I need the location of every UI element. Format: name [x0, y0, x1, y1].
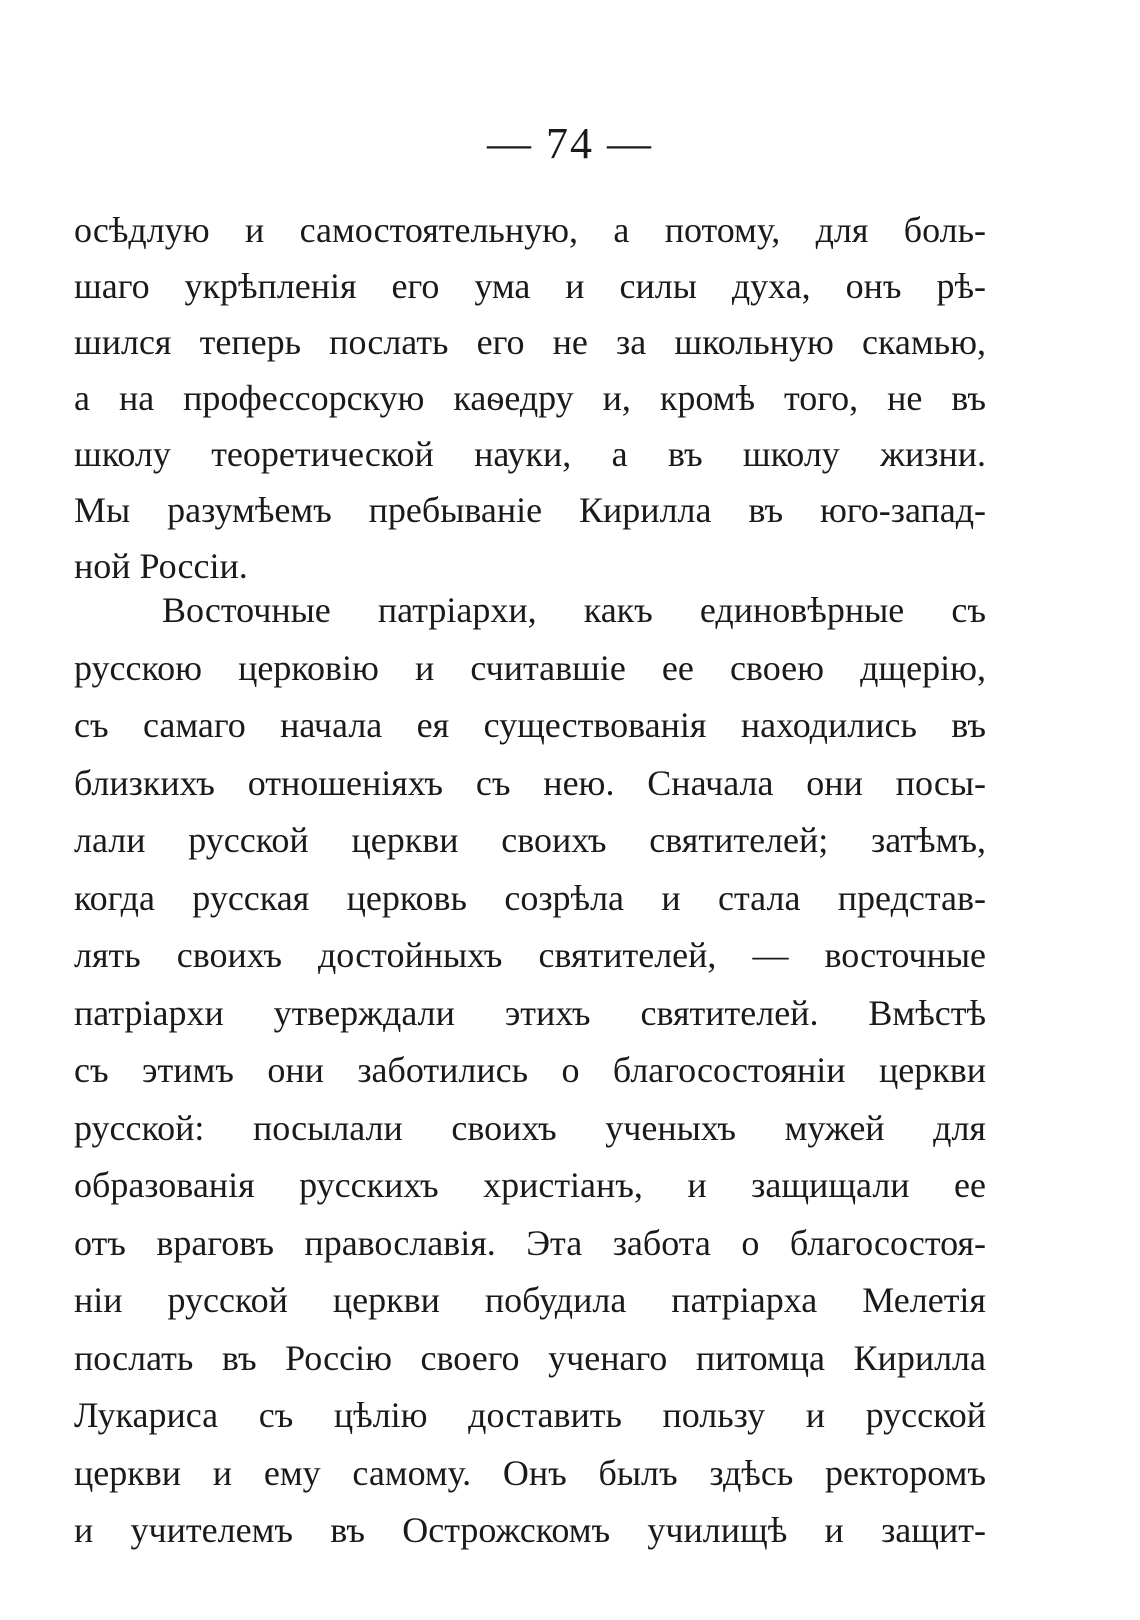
text-line: шаго укрѣпленія его ума и силы духа, онъ рѣ-	[74, 266, 986, 306]
text-line: ніи русской церкви побудила патріарха Мелетія	[74, 1280, 986, 1320]
text-line: Мы разумѣемъ пребываніе Кирилла въ юго-запад-	[74, 490, 986, 530]
text-line: близкихъ отношеніяхъ съ нею. Сначала они посы-	[74, 762, 986, 803]
text-line: русской: посылали своихъ ученыхъ мужей для	[74, 1107, 986, 1148]
text-line: когда русская церковь созрѣла и стала представ-	[74, 877, 986, 918]
paragraph-eastern-patriarchs	[74, 592, 986, 1570]
text-line: ной Россіи.	[74, 546, 248, 586]
text-line: лять своихъ достойныхъ святителей, — восточные	[74, 935, 986, 975]
text-line: лали русской церкви своихъ святителей; затѣмъ,	[74, 820, 986, 860]
paragraph-continued	[74, 212, 986, 604]
text-line: а на профессорскую каѳедру и, кромѣ того, не въ	[74, 378, 986, 418]
text-line: съ этимъ они заботились о благосостояніи церкви	[74, 1050, 986, 1090]
text-line: Восточные патріархи, какъ единовѣрные съ	[162, 590, 986, 630]
text-line: послать въ Россію своего ученаго питомца Кирилла	[74, 1337, 986, 1378]
text-line: Лукариса съ цѣлію доставить пользу и русской	[74, 1395, 986, 1435]
text-line: шился теперь послать его не за школьную скамью,	[74, 322, 986, 362]
text-line: церкви и ему самому. Онъ былъ здѣсь ректоромъ	[74, 1452, 986, 1493]
text-line: русскою церковію и считавшіе ее своею дщерію,	[74, 647, 986, 688]
text-line: отъ враговъ православія. Эта забота о благосостоя-	[74, 1222, 986, 1263]
text-line: и учителемъ въ Острожскомъ училищѣ и защит-	[74, 1510, 986, 1550]
text-line: образованія русскихъ христіанъ, и защищали ее	[74, 1165, 986, 1205]
text-line: патріархи утверждали этихъ святителей. Вмѣстѣ	[74, 992, 986, 1033]
text-line: съ самаго начала ея существованія находились въ	[74, 705, 986, 745]
text-line: школу теоретической науки, а въ школу жизни.	[74, 434, 986, 474]
text-line: осѣдлую и самостоятельную, а потому, для боль-	[74, 210, 986, 250]
page-number: — 74 —	[487, 119, 653, 168]
